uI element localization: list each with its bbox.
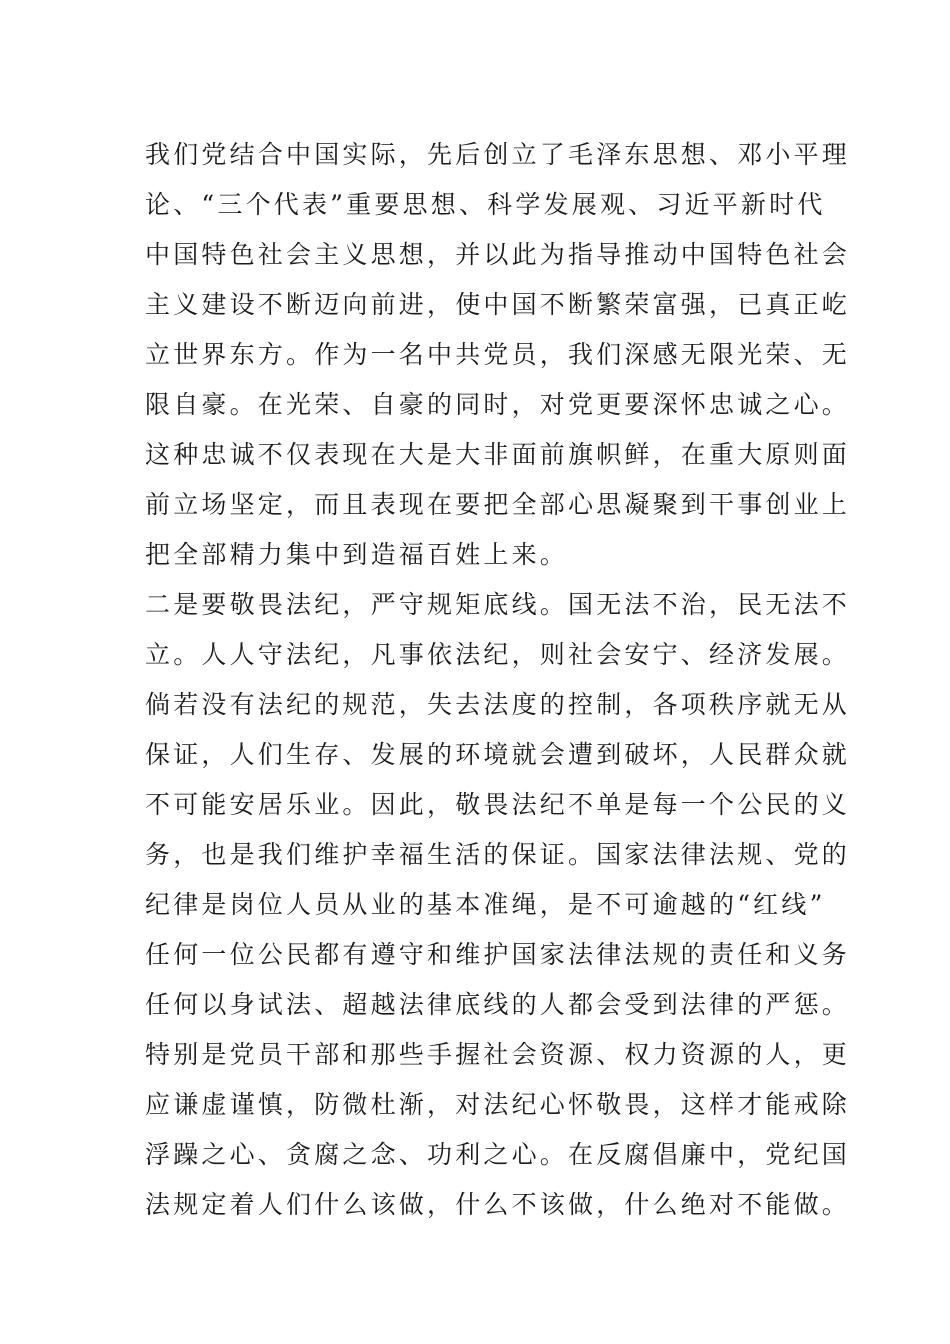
text-line: 论、“三个代表”重要思想、科学发展观、习近平新时代	[145, 190, 826, 219]
text-line: 浮躁之心、贪腐之念、功利之心。在反腐倡廉中，党纪国	[145, 1140, 851, 1169]
text-line: 纪律是岗位人员从业的基本准绳，是不可逾越的“红线”	[145, 890, 826, 919]
text-line: 特别是党员干部和那些手握社会资源、权力资源的人，更	[145, 1040, 851, 1069]
text-line: 法规定着人们什么该做，什么不该做，什么绝对不能做。	[145, 1190, 851, 1219]
text-line: 务，也是我们维护幸福生活的保证。国家法律法规、党的	[145, 840, 851, 869]
text-line: 倘若没有法纪的规范，失去法度的控制，各项秩序就无从	[145, 690, 851, 719]
text-line: 这种忠诚不仅表现在大是大非面前旗帜鲜，在重大原则面	[145, 440, 851, 469]
text-line: 立世界东方。作为一名中共党员，我们深感无限光荣、无	[145, 340, 851, 369]
text-line: 主义建设不断迈向前进，使中国不断繁荣富强，已真正屹	[145, 290, 851, 319]
text-line: 任何以身试法、超越法律底线的人都会受到法律的严惩。	[145, 990, 851, 1019]
text-line: 不可能安居乐业。因此，敬畏法纪不单是每一个公民的义	[145, 790, 851, 819]
text-line: 任何一位公民都有遵守和维护国家法律法规的责任和义务	[145, 940, 851, 969]
body-text	[145, 130, 851, 1230]
text-line: 前立场坚定，而且表现在要把全部心思凝聚到干事创业上	[145, 490, 851, 519]
text-line: 我们党结合中国实际，先后创立了毛泽东思想、邓小平理	[145, 140, 851, 169]
text-line: 保证，人们生存、发展的环境就会遭到破坏，人民群众就	[145, 740, 851, 769]
text-line: 立。人人守法纪，凡事依法纪，则社会安宁、经济发展。	[145, 640, 851, 669]
text-line: 二是要敬畏法纪，严守规矩底线。国无法不治，民无法不	[145, 590, 851, 619]
text-line: 限自豪。在光荣、自豪的同时，对党更要深怀忠诚之心。	[145, 390, 851, 419]
text-line: 把全部精力集中到造福百姓上来。	[145, 540, 569, 569]
text-line: 应谦虚谨慎，防微杜渐，对法纪心怀敬畏，这样才能戒除	[145, 1090, 851, 1119]
text-line: 中国特色社会主义思想，并以此为指导推动中国特色社会	[145, 240, 851, 269]
